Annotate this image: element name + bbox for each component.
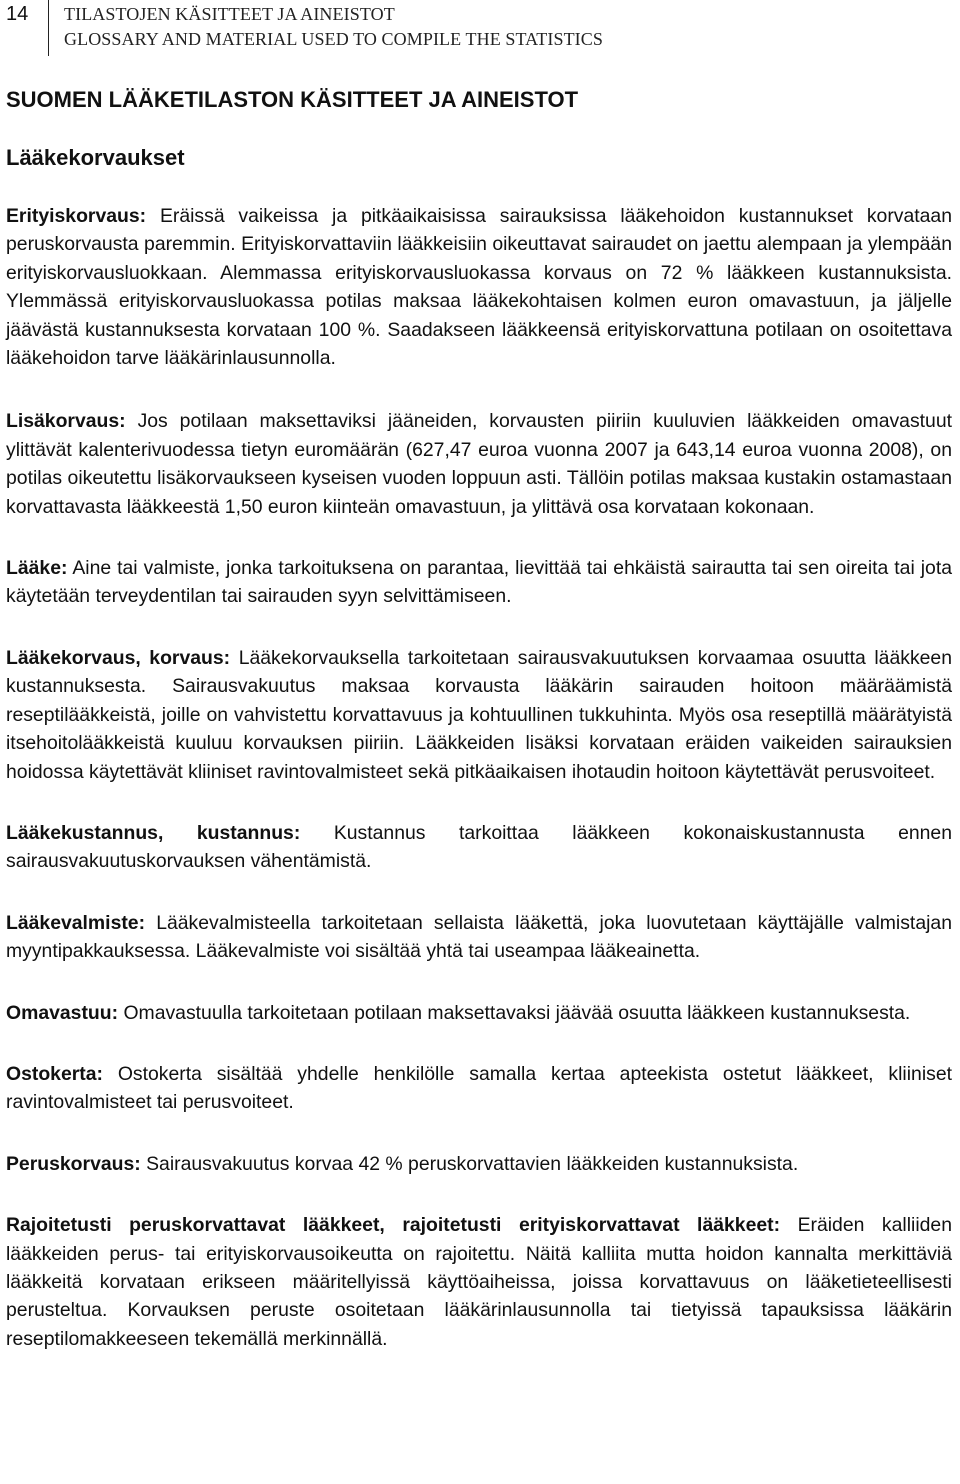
glossary-term: Peruskorvaus:	[6, 1152, 141, 1175]
glossary-entry-laakekorvaus	[6, 644, 952, 786]
glossary-entry-rajoitetusti-korvattavat	[6, 1211, 952, 1353]
page-header	[0, 0, 960, 58]
glossary-term: Lisäkorvaus:	[6, 410, 126, 433]
header-title-finnish: TILASTOJEN KÄSITTEET JA AINEISTOT	[64, 4, 395, 24]
header-divider	[48, 0, 49, 56]
header-title-english: GLOSSARY AND MATERIAL USED TO COMPILE THE STATISTICS	[64, 29, 603, 49]
glossary-term: Lääkevalmiste:	[6, 911, 146, 934]
glossary-entry-ostokerta	[6, 1060, 952, 1117]
glossary-definition: Kustannus tarkoittaa lääkkeen kokonaiskustannusta ennen sairausvakuutuskorvauksen vähentämistä.	[6, 821, 952, 873]
glossary-term: Erityiskorvaus:	[6, 205, 147, 227]
glossary-term: Rajoitetusti peruskorvattavat lääkkeet, rajoitetusti erityiskorvattavat lääkkeet:	[6, 1214, 781, 1237]
glossary-entry-lisakorvaus	[6, 407, 952, 521]
glossary-term: Ostokerta:	[6, 1062, 103, 1085]
glossary-definition: Aine tai valmiste, jonka tarkoituksena on parantaa, lievittää tai ehkäistä sairautta tai sen oireita tai jota käytetään terveydentilan tai sairauden syyn selvittämiseen.	[6, 557, 952, 608]
section-title: Lääkekorvaukset	[6, 145, 185, 170]
glossary-term: Lääkekorvaus, korvaus:	[6, 646, 231, 669]
glossary-definition: Sairausvakuutus korvaa 42 % peruskorvattavien lääkkeiden kustannuksista.	[140, 1152, 799, 1175]
glossary-body	[6, 202, 952, 1353]
glossary-definition: Jos potilaan maksettaviksi jääneiden, korvausten piiriin kuuluvien lääkkeiden omavastuut ylittävät kalenterivuodessa tietyn euromäärän (627,47 euroa vuonna 2007 ja 643,14 euroa vuonna 2008), on potilas oikeutettu lisäkorvaukseen kyseisen vuoden loppuun asti. Tällöin potilas maksaa kustakin ostamastaan korvattavasta lääkkeestä 1,50 euron kiinteän omavastuun, ja ylittävä osa korvataan kokonaan.	[6, 410, 952, 518]
glossary-definition: Eräiden kalliiden lääkkeiden perus- tai erityiskorvausoikeutta on rajoitettu. Näitä kalliita mutta hoidon kannalta merkittäviä lääkkeitä korvataan erikseen määritellyissä käyttöaiheissa, joissa korvattavuus on lääketieteellisesti perusteltua. Korvauksen peruste osoitetaan lääkärinlausunnolla tai tietyissä tapauksissa lääkärin reseptilomakkeeseen tekemällä merkinnällä.	[6, 1214, 952, 1350]
glossary-term: Lääke:	[6, 557, 68, 580]
glossary-definition: Eräissä vaikeissa ja pitkäaikaisissa sairauksissa lääkehoidon kustannukset korvataan peruskorvausta paremmin. Erityiskorvattaviin lääkkeisiin oikeuttavat sairaudet on jaettu alempaan ja ylempään erityiskorvausluokkaan. Alemmassa erityiskorvausluokassa korvaus on 72 % lääkkeen kustannuksista. Ylemmässä erityiskorvausluokassa potilas maksaa lääkekohtaisen kolmen euron omavastuun, ja jäljelle jäävästä kustannuksesta korvataan 100 %. Saadakseen lääkkeensä erityiskorvattuna potilaan on osoitettava lääkehoidon tarve lääkärinlausunnolla.	[6, 205, 952, 370]
glossary-entry-laake	[6, 554, 952, 611]
glossary-definition: Lääkevalmisteella tarkoitetaan sellaista lääkettä, joka luovutetaan käyttäjälle valmistajan myyntipakkauksessa. Lääkevalmiste voi sisältää yhtä tai useampaa lääkeainetta.	[6, 911, 952, 963]
page-title: SUOMEN LÄÄKETILASTON KÄSITTEET JA AINEISTOT	[6, 87, 579, 112]
glossary-entry-laakevalmiste	[6, 909, 952, 966]
glossary-entry-laakekustannus	[6, 819, 952, 876]
glossary-term: Omavastuu:	[6, 1001, 119, 1024]
glossary-entry-erityiskorvaus	[6, 202, 952, 372]
page-number: 14	[6, 3, 29, 25]
glossary-definition: Ostokerta sisältää yhdelle henkilölle samalla kertaa apteekista ostetut lääkkeet, kliiniset ravintovalmisteet tai perusvoiteet.	[6, 1062, 952, 1114]
glossary-entry-peruskorvaus	[6, 1150, 952, 1178]
glossary-term: Lääkekustannus, kustannus:	[6, 821, 301, 844]
glossary-definition: Lääkekorvauksella tarkoitetaan sairausvakuutuksen korvaamaa osuutta lääkkeen kustannuksesta. Sairausvakuutus maksaa korvausta lääkärin sairauden hoitoon määräämistä reseptilääkkeistä, joille on vahvistettu korvattavuus ja kohtuullinen tukkuhinta. Myös osa reseptillä määrätyistä itsehoitolääkkeistä kuuluu korvauksen piiriin. Lääkkeiden lisäksi korvataan eräiden vaikeiden sairauksien hoidossa käytettävät kliiniset ravintovalmisteet sekä pitkäaikaisen ihotaudin hoitoon käytettävät perusvoiteet.	[6, 646, 952, 783]
glossary-entry-omavastuu	[6, 999, 952, 1027]
glossary-definition: Omavastuulla tarkoitetaan potilaan maksettavaksi jäävää osuutta lääkkeen kustannuksesta.	[118, 1001, 911, 1024]
